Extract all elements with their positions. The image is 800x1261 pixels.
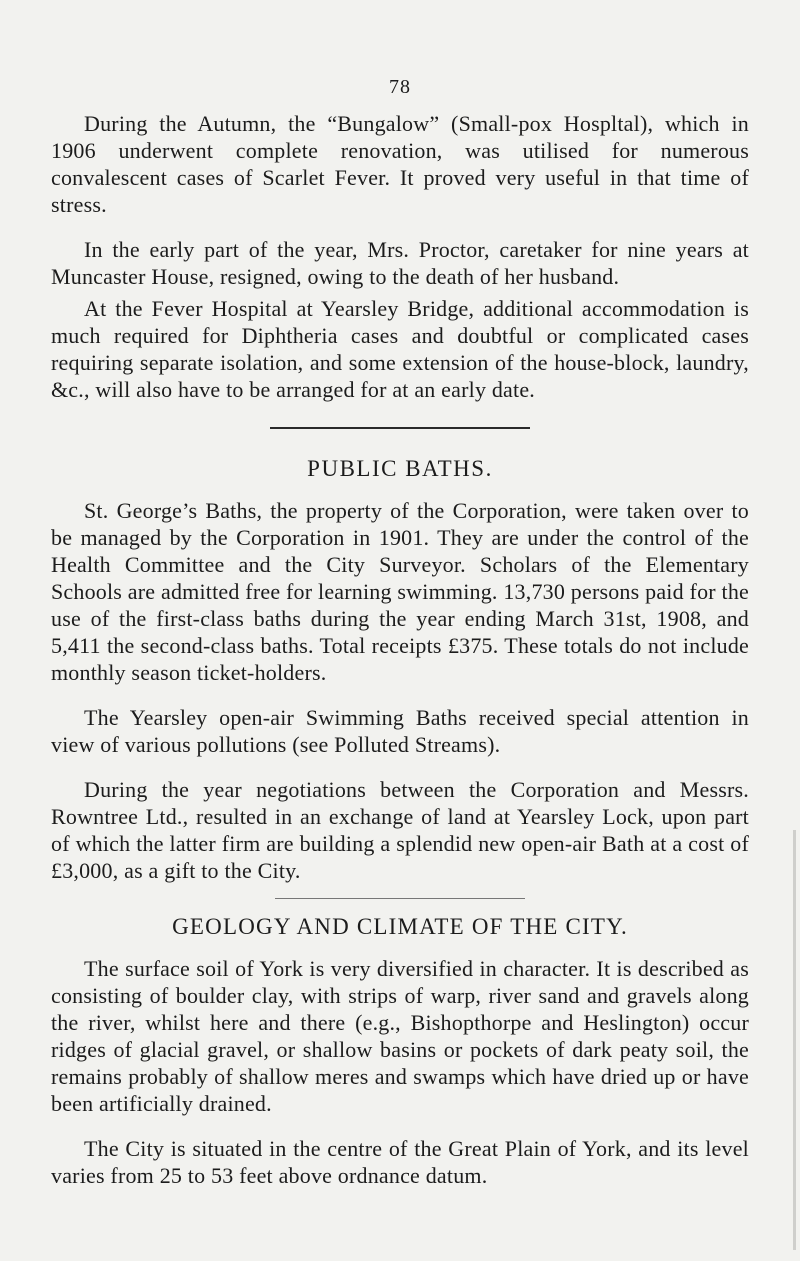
paragraph-city-level: The City is situated in the centre of the Great Plain of York, and its level varies from 25 to 53 feet above ordnance datum. bbox=[51, 1136, 749, 1188]
paragraph-st-georges-baths: St. George’s Baths, the property of the Corporation, were taken over to be managed by the Corporation in 1901. They are under the control of the Health Committee and the City Surveyor. Scholars of the Elementary Schools are admitted free for learning swimming. 13,730 persons paid for the use of the first-class baths during the year ending March 31st, 1908, and 5,411 the second-class baths. Total receipts £375. These totals do not include monthly season ticket-holders. bbox=[51, 498, 749, 685]
paragraph-bungalow: During the Autumn, the “Bungalow” (Small-pox Hospltal), which in 1906 underwent complete renovation, was utilised for numerous convalescent cases of Scarlet Fever. It proved very useful in that time of stress. bbox=[51, 111, 749, 217]
paragraph-fever-hospital: At the Fever Hospital at Yearsley Bridge, additional accommodation is much required for Diphtheria cases and doubtful or complicated cases requiring separate isolation, and some extension of the house-block, laundry, &c., will also have to be arranged for at an early date. bbox=[51, 296, 749, 402]
paragraph-surface-soil: The surface soil of York is very diversified in character. It is described as consisting of boulder clay, with strips of warp, river sand and gravels along the river, whilst here and there (e.g., Bishopthorpe and Heslington) occur ridges of glacial gravel, or shallow basins or pockets of dark peaty soil, the remains probably of shallow meres and swamps which have dried up or have been artificially drained. bbox=[51, 956, 749, 1116]
section-divider bbox=[275, 898, 525, 899]
section-heading-public-baths: PUBLIC BATHS. bbox=[307, 456, 493, 481]
page-number: 78 bbox=[389, 76, 411, 98]
paragraph-rowntree-exchange: During the year negotiations between the Corporation and Messrs. Rowntree Ltd., resulted in an exchange of land at Yearsley Lock, upon part of which the latter firm are building a splendid new open-air Bath at a cost of £3,000, as a gift to the City. bbox=[51, 777, 749, 883]
paragraph-muncaster-house: In the early part of the year, Mrs. Proctor, caretaker for nine years at Muncaster House, resigned, owing to the death of her husband. bbox=[51, 237, 749, 289]
scan-edge-shadow bbox=[793, 830, 796, 1250]
section-heading-geology: GEOLOGY AND CLIMATE OF THE CITY. bbox=[172, 914, 628, 939]
paragraph-yearsley-baths: The Yearsley open-air Swimming Baths received special attention in view of various pollutions (see Polluted Streams). bbox=[51, 705, 749, 757]
section-divider bbox=[270, 427, 530, 429]
page-body bbox=[51, 110, 749, 1207]
